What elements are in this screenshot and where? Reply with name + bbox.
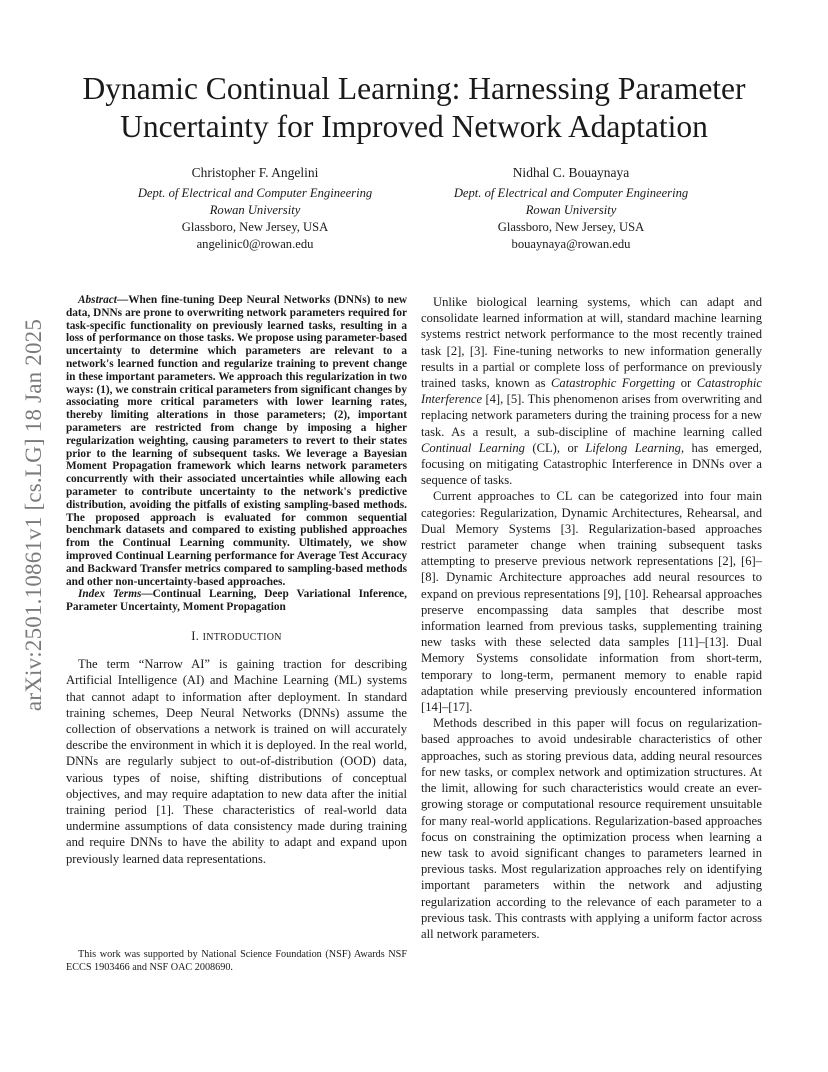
index-terms	[66, 588, 407, 614]
left-column	[66, 294, 407, 867]
author-block-1	[115, 164, 395, 253]
author-university: Rowan University	[525, 203, 617, 217]
arxiv-id-text: arXiv:2501.10861v1 [cs.LG] 18 Jan 2025	[21, 318, 46, 712]
index-terms-label: Index Terms	[78, 588, 142, 601]
author-name: Christopher F. Angelini	[191, 165, 319, 180]
author-name: Nidhal C. Bouaynaya	[512, 165, 630, 180]
author-email[interactable]: angelinic0@rowan.edu	[196, 237, 314, 251]
author-email[interactable]: bouaynaya@rowan.edu	[511, 237, 631, 251]
abstract	[66, 294, 407, 588]
abstract-text: —When fine-tuning Deep Neural Networks (DNNs) to new data, DNNs are prone to overwriting network parameters required for task-specific functionality on previously learned tasks, resulting in a loss of performance on those tasks. We propose using parameter-based uncertainty to determine which parameters are relevant to a network's learned function and regularize training to prevent change in these important parameters. We approach this regularization in two ways: (1), we constrain critical parameters from significant changes by associating more critical parameters with lower learning rates, thereby limiting alterations in those parameters; (2), important parameters are restricted from change by imposing a higher regularization weighting, causing parameters to revert to their states prior to the learning of subsequent tasks. We leverage a Bayesian Moment Propagation framework which learns network parameters concurrently with their associated uncertainties while allowing each parameter to contribute uncertainty to the network's predictive distribution, avoiding the pitfalls of existing sampling-based methods. The proposed approach is evaluated for common sequential benchmark datasets and compared to existing published approaches from the Continual Learning community. Ultimately, we show improved Continual Learning performance for Average Test Accuracy and Backward Transfer metrics compared to sampling-based methods and other non-uncertainty-based approaches.	[66, 294, 407, 588]
author-dept: Dept. of Electrical and Computer Engineering	[137, 186, 373, 200]
funding-footnote: This work was supported by National Science Foundation (NSF) Awards NSF ECCS 1903466 and NSF OAC 2008690.	[66, 949, 407, 973]
section-number: I.	[191, 628, 200, 643]
right-column	[421, 294, 762, 942]
author-dept: Dept. of Electrical and Computer Engineering	[453, 186, 689, 200]
author-university: Rowan University	[209, 203, 301, 217]
arxiv-identifier	[4, 300, 64, 730]
body-paragraph-1: Unlike biological learning systems, which can adapt and consolidate learned information at will, standard machine learning systems restrict network performance to the most recently trained task [2], [3]. Fine-tuning networks to new information generally results in a partial or complete loss of performance on previously trained tasks, known as Catastrophic Forgetting or Catastrophic Interference [4], [5]. This phenomenon arises from overwriting and replacing network parameters during the training process for a new task. As a result, a sub-discipline of machine learning called Continual Learning (CL), or Lifelong Learning, has emerged, focusing on mitigating Catastrophic Interference in DNNs over a sequence of tasks.	[421, 295, 763, 488]
author-block-2	[431, 164, 711, 253]
abstract-label: Abstract	[78, 294, 117, 306]
body-paragraph-2: Current approaches to CL can be categorized into four main categories: Regularization, Dynamic Architectures, Rehearsal, and Dual Memory Systems [3]. Regularization-based approaches restrict parameter change when training subsequent tasks attempting to preserve previous network representations [2], [6]–[8]. Dynamic Architecture approaches add neural resources to expand on previous representations [9], [10]. Rehearsal approaches preserve encompassing data samples that describe most information learned from previous tasks, supplementing training new tasks with these selected data samples [11]–[13]. Dual Memory Systems consolidate information from short-term, temporary to long-term, permanent memory to enable rapid adaptation while preserving previously encountered information [14]–[17].	[421, 489, 762, 715]
section-title: INTRODUCTION	[202, 631, 282, 643]
intro-paragraph: The term “Narrow AI” is gaining traction for describing Artificial Intelligence (AI) and Machine Learning (ML) systems that cannot adapt to information after deployment. In standard training schemes, Deep Neural Networks (DNNs) assume the collection of observations a network is trained on will accurately describe the environment in which it is deployed. In the real world, DNNs are regularly subject to out-of-distribution (OOD) data, various types of noise, shifting distributions of conceptual objectives, and may require adaptation to new data after the initial training period [1]. These characteristics of real-world data undermine assumptions of data consistency made during training and require DNNs to have the ability to adapt and expand upon previously learned data representations.	[66, 657, 407, 866]
body-paragraph-3: Methods described in this paper will focus on regularization-based approaches to avoid undesirable characteristics of other approaches, such as storing previous data, adding neural resources for new tasks, or complex network and optimization structures. At the limit, allowing for such characteristics would create an ever-growing storage or computational resource requirement unsuitable for many real-world applications. Regularization-based approaches focus on constraining the optimization process when learning a new task to avoid significant changes to parameters learned in previous tasks. Most regularization approaches rely on identifying important parameters within the network and adjusting regularization according to the relevance of each parameter to a previous task. This contrasts with applying a uniform factor across all network parameters.	[421, 716, 762, 941]
paper-title: Dynamic Continual Learning: Harnessing Parameter Uncertainty for Improved Network Adaptation	[82, 71, 746, 144]
index-terms-text: —Continual Learning, Deep Variational Inference, Parameter Uncertainty, Moment Propagation	[66, 588, 407, 614]
author-location: Glassboro, New Jersey, USA	[181, 220, 329, 234]
section-heading	[66, 628, 407, 646]
author-location: Glassboro, New Jersey, USA	[497, 220, 645, 234]
